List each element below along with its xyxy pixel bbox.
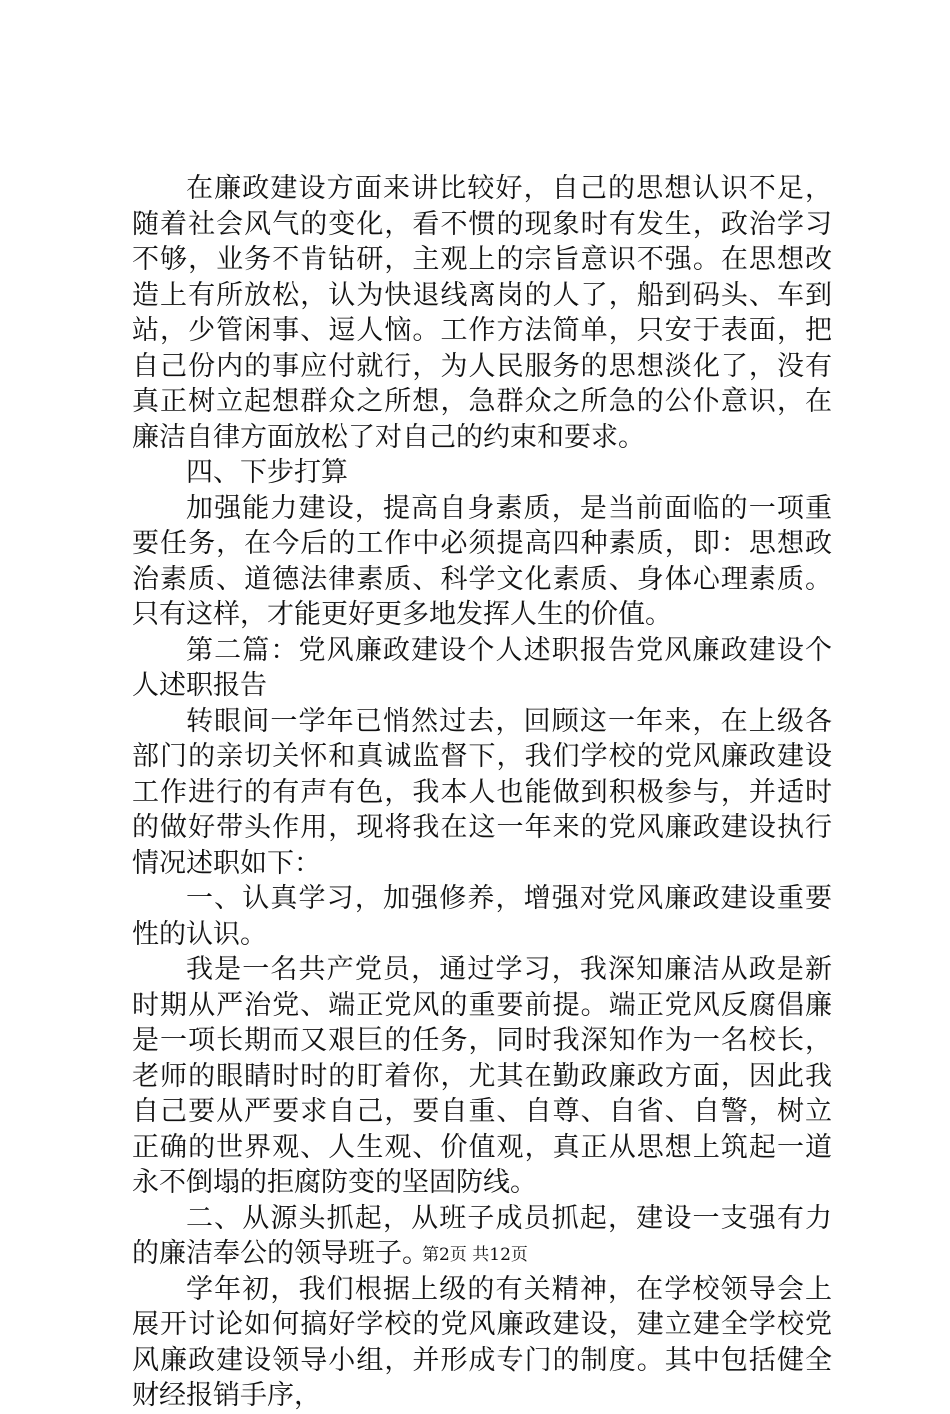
body-paragraph: 转眼间一学年已悄然过去，回顾这一年来，在上级各部门的亲切关怀和真诚监督下，我们学校的党风廉政建设工作进行的有声有色，我本人也能做到积极参与，并适时的做好带头作用，现将我在这一年来的党风廉政建设执行情况述职如下： — [132, 705, 832, 879]
page-number-footer: 第2页 共12页 — [422, 1245, 528, 1265]
body-paragraph: 我是一名共产党员，通过学习，我深知廉洁从政是新时期从严治党、端正党风的重要前提。端正党风反腐倡廉是一项长期而又艰巨的任务，同时我深知作为一名校长，老师的眼睛时时的盯着你，尤其在勤政廉政方面，因此我自己要从严要求自己，要自重、自尊、自省、自警，树立正确的世界观、人生观、价值观，真正从思想上筑起一道永不倒塌的拒腐防变的坚固防线。 — [132, 954, 832, 1198]
section-heading: 二、从源头抓起，从班子成员抓起，建设一支强有力的廉洁奉公的领导班子。 — [132, 1202, 832, 1269]
section-heading: 一、认真学习，加强修养，增强对党风廉政建设重要性的认识。 — [132, 883, 832, 950]
body-paragraph: 加强能力建设，提高自身素质，是当前面临的一项重要任务，在今后的工作中必须提高四种素质，即：思想政治素质、道德法律素质、科学文化素质、身体心理素质。只有这样，才能更好更多地发挥人生的价值。 — [132, 492, 832, 630]
section-heading: 四、下步打算 — [186, 457, 348, 488]
document-body — [132, 171, 832, 1414]
body-paragraph: 在廉政建设方面来讲比较好，自己的思想认识不足，随着社会风气的变化，看不惯的现象时有发生，政治学习不够，业务不肯钻研，主观上的宗旨意识不强。在思想改造上有所放松，认为快退线离岗的人了，船到码头、车到站，少管闲事、逗人恼。工作方法简单，只安于表面，把自己份内的事应付就行，为人民服务的思想淡化了，没有真正树立起想群众之所想，急群众之所急的公仆意识，在廉洁自律方面放松了对自己的约束和要求。 — [132, 173, 832, 453]
body-paragraph: 学年初，我们根据上级的有关精神，在学校领导会上展开讨论如何搞好学校的党风廉政建设，建立建全学校党风廉政建设领导小组，并形成专门的制度。其中包括健全财经报销手序， — [132, 1273, 832, 1411]
chapter-title: 第二篇：党风廉政建设个人述职报告党风廉政建设个人述职报告 — [132, 634, 832, 701]
